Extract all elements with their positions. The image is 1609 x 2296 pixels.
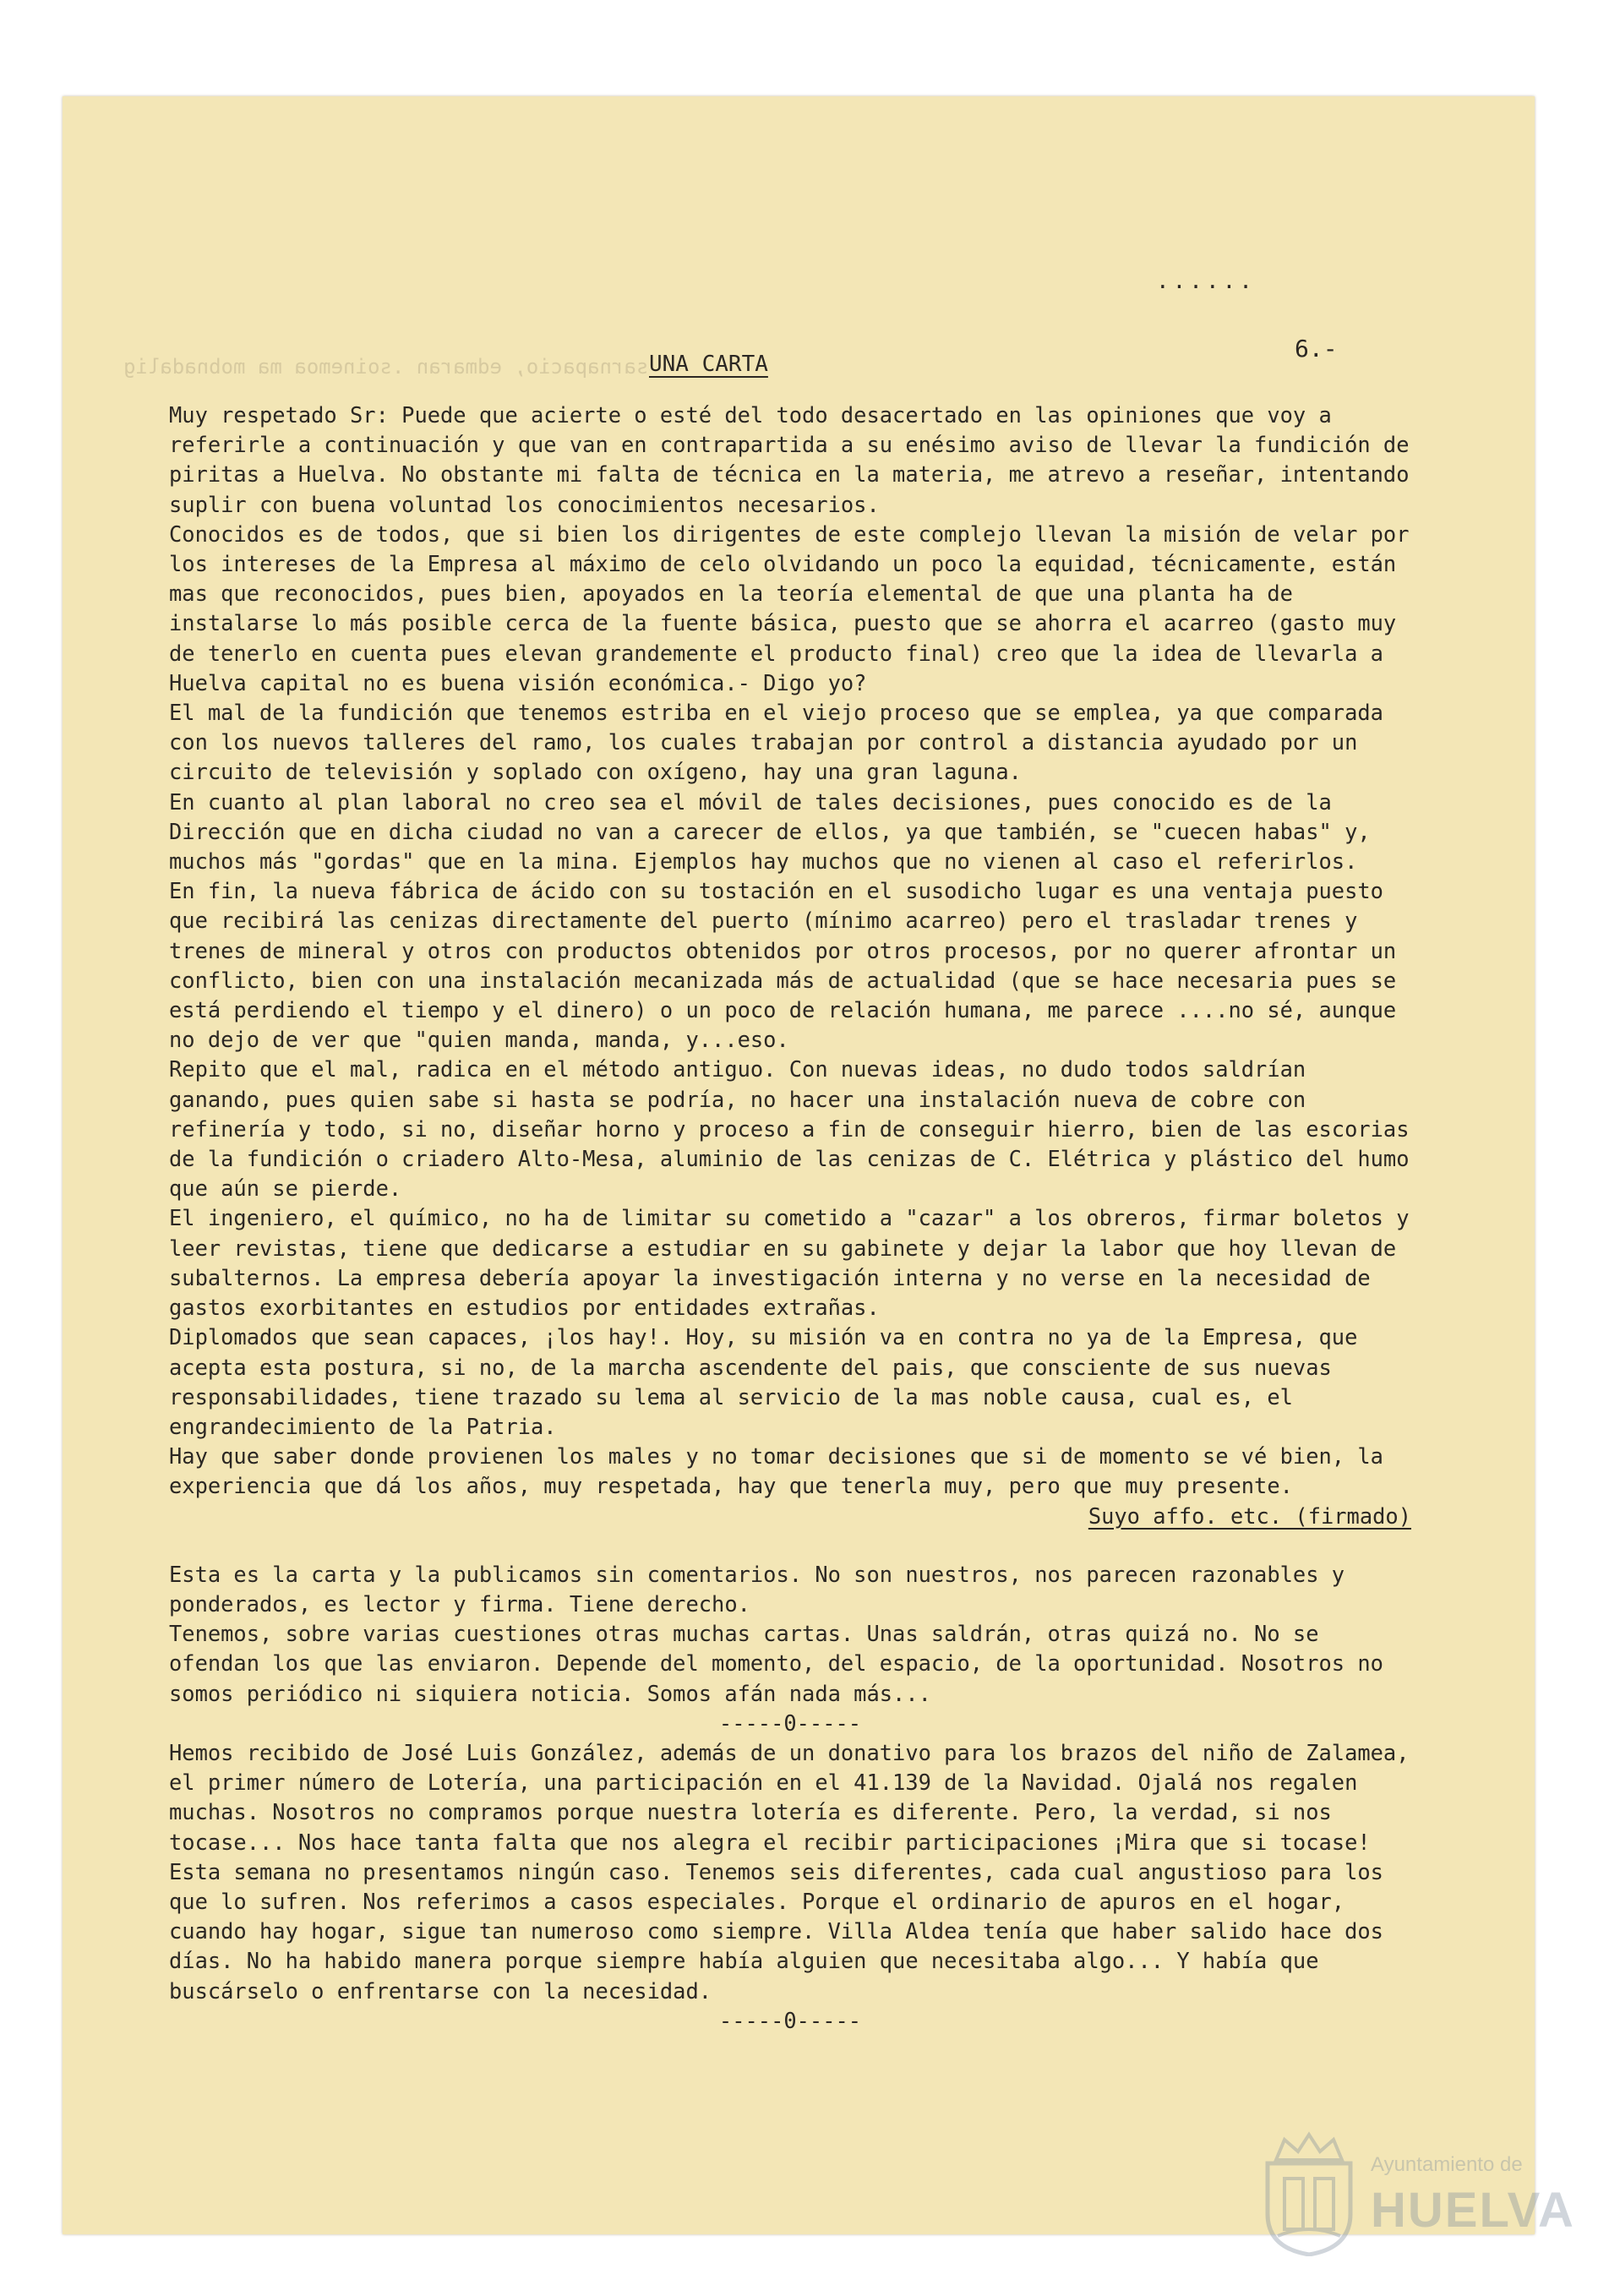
letter-paragraph: El mal de la fundición que tenemos estriba en el viejo proceso que se emplea, ya que comparada con los nuevos talleres del ramo, los cuales trabajan por control a distancia ayudado por un circuito de televisión y soplado con oxígeno, hay una gran laguna. (169, 700, 1383, 785)
signature: Suyo affo. etc. (firmado) (1088, 1502, 1411, 1529)
letter-paragraph: Muy respetado Sr: Puede que acierte o esté del todo desacertado en las opiniones que voy a referirle a continuación y que van en contrapartida a su enésimo aviso de llevar la fundición de piritas a Huelva. No obstante mi falta de técnica en la materia, me atrevo a reseñar, intentando suplir con buena voluntad los conocimientos necesarios. (169, 402, 1410, 517)
letter-paragraph: El ingeniero, el químico, no ha de limitar su cometido a "cazar" a los obreros, firmar boletos y leer revistas, tiene que dedicarse a estudiar en su gabinete y dejar la labor que hoy llevan de subalternos. La empresa debería apoyar la investigación interna y no verse en la necesidad de gastos exorbitantes en estudios por entidades extrañas. (169, 1205, 1410, 1321)
letter-paragraph: En fin, la nueva fábrica de ácido con su tostación en el susodicho lugar es una ventaja puesto que recibirá las cenizas directamente del puerto (mínimo acarreo) pero el trasladar trenes y trenes de mineral y otros con productos obtenidos por otros procesos, por no querer afrontar un conflicto, bien con una instalación mecanizada más de actualidad (que se hace necesaria pues se está perdiendo el tiempo y el dinero) o un poco de relación humana, me parece ....no sé, aunque no dejo de ver que "quien manda, manda, y...eso. (169, 878, 1397, 1053)
letter-paragraph: Repito que el mal, radica en el método antiguo. Con nuevas ideas, no dudo todos saldrían ganando, pues quien sabe si hasta se podría, no hacer una instalación nueva de cobre con refinería y todo, si no, diseñar horno y proceso a fin de conseguir hierro, bien de las escorias de la fundición o criadero Alto-Mesa, aluminio de las cenizas de C. Elétrica y plástico del humo que aún se pierde. (169, 1056, 1410, 1202)
header-dots: ...... (1156, 269, 1256, 294)
watermark-org: Ayuntamiento de (1371, 2153, 1523, 2176)
page-number: 6.- (1295, 335, 1338, 363)
letter-paragraph: En cuanto al plan laboral no creo sea el móvil de tales decisiones, pues conocido es de la Dirección que en dicha ciudad no van a carecer de ellos, ya que también, se "cuecen habas" y, muchos más "gordas" que en la mina. Ejemplos hay muchos que no vienen al caso el referirlos. (169, 788, 1371, 875)
page-title: UNA CARTA (649, 352, 768, 377)
document-body (169, 401, 1411, 2036)
bleed-through-text: sarnapacio, edmaran .soinemoa ma mobnadalig (123, 355, 649, 379)
editor-paragraph: Esta es la carta y la publicamos sin comentarios. No son nuestros, nos parecen razonables y ponderados, es lector y firma. Tiene derecho. (169, 1561, 1345, 1617)
separator: -----0----- (718, 2007, 862, 2033)
city-crest-icon (1259, 2130, 1359, 2256)
notes-paragraph: Hemos recibido de José Luis González, además de un donativo para los brazos del niño de Zalamea, el primer número de Lotería, una participación en el 41.139 de la Navidad. Ojalá nos regalen muchas. Nosotros no compramos porque nuestra lotería es diferente. Pero, la verdad, si nos tocase... Nos hace tanta falta que nos alegra el recibir participaciones ¡Mira que si tocase! (169, 1739, 1410, 1855)
watermark-city: HUELVA (1371, 2183, 1575, 2238)
separator: -----0----- (718, 1710, 862, 1736)
signature-line (169, 1502, 1411, 1531)
letter-paragraph: Diplomados que sean capaces, ¡los hay!. Hoy, su misión va en contra no ya de la Empresa, que acepta esta postura, si no, de la marcha ascendente del pais, que consciente de sus nuevas responsabilidades, tiene trazado su lema al servicio de la mas noble causa, cual es, el engrandecimiento de la Patria. (169, 1324, 1358, 1439)
letter-paragraph: Hay que saber donde provienen los males y no tomar decisiones que si de momento se vé bien, la experiencia que dá los años, muy respetada, hay que tenerla muy, pero que muy presente. (169, 1443, 1383, 1499)
huelva-watermark-logo (1259, 2130, 1575, 2256)
editor-paragraph: Tenemos, sobre varias cuestiones otras muchas cartas. Unas saldrán, otras quizá no. No se ofendan los que las enviaron. Depende del momento, del espacio, de la oportunidad. Nosotros no somos periódico ni siquiera noticia. Somos afán nada más... (169, 1621, 1383, 1706)
letter-paragraph: Conocidos es de todos, que si bien los dirigentes de este complejo llevan la misión de velar por los intereses de la Empresa al máximo de celo olvidando un poco la equidad, técnicamente, están mas que reconocidos, pues bien, apoyados en la teoría elemental de que una planta ha de instalarse lo más posible cerca de la fuente básica, puesto que se ahorra el acarreo (gasto muy de tenerlo en cuenta pues elevan grandemente el producto final) creo que la idea de llevarla a Huelva capital no es buena visión económica.- Digo yo? (169, 521, 1410, 695)
notes-paragraph: Esta semana no presentamos ningún caso. Tenemos seis diferentes, cada cual angustioso para los que lo sufren. Nos referimos a casos especiales. Porque el ordinario de apuros en el hogar, cuando hay hogar, sigue tan numeroso como siempre. Villa Aldea tenía que haber salido hace dos días. No ha habido manera porque siempre había alguien que necesitaba algo... Y había que buscárselo o enfrentarse con la necesidad. (169, 1858, 1383, 2004)
